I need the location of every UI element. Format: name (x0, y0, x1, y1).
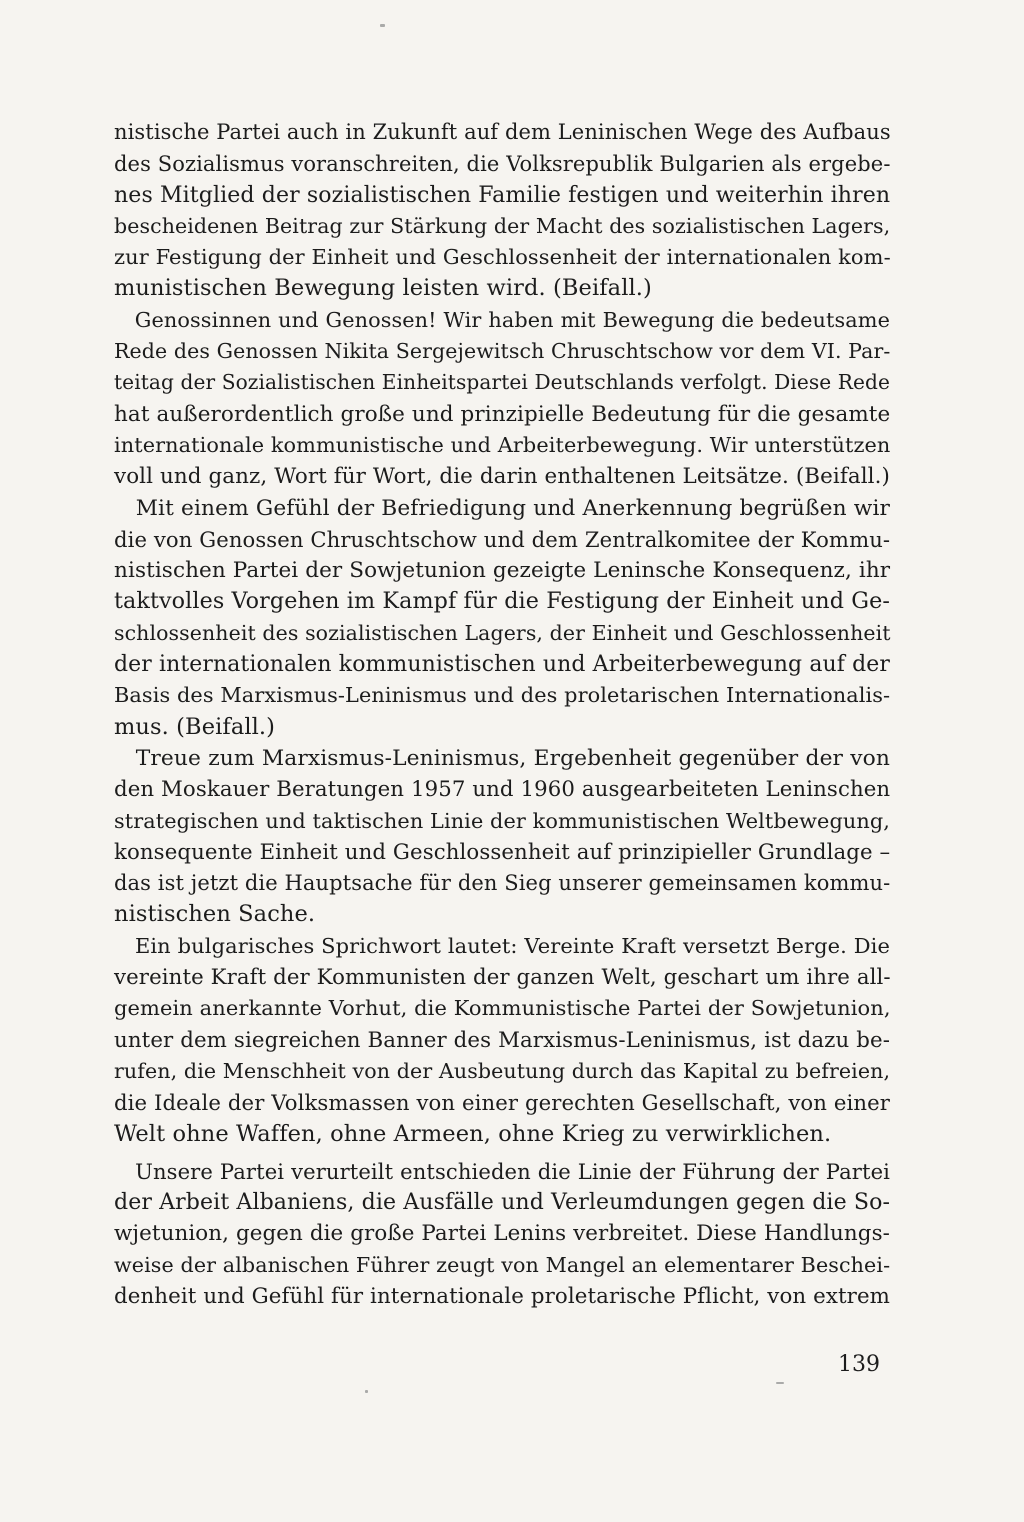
text-line: Welt ohne Waffen, ohne Armeen, ohne Krieg zu verwirklichen. (114, 1120, 832, 1147)
scan-speck-top (380, 24, 385, 27)
text-line: Genossinnen und Genossen! Wir haben mit Bewegung die bedeutsame (134, 307, 890, 332)
paragraph (114, 305, 890, 493)
paragraph (114, 1156, 890, 1312)
text-line: wjetunion, gegen die große Partei Lenins verbreitet. Diese Handlungs- (114, 1221, 890, 1247)
text-line: nistischen Sache. (114, 901, 316, 928)
text-line: nistische Partei auch in Zukunft auf dem Leninischen Wege des Aufbaus (114, 120, 891, 144)
text-line: Unsere Partei verurteilt entschieden die Linie der Führung der Partei (135, 1158, 890, 1184)
text-line: Ein bulgarisches Sprichwort lautet: Vereinte Kraft versetzt Berge. Die (134, 933, 890, 958)
text-line: der internationalen kommunistischen und Arbeiterbewegung auf der (114, 652, 890, 678)
text-line: Mit einem Gefühl der Befriedigung und Anerkennung begrüßen wir (135, 495, 890, 521)
text-line: weise der albanischen Führer zeugt von Mangel an elementarer Beschei- (114, 1252, 891, 1277)
text-line: denheit und Gefühl für internationale proletarische Pflicht, von extrem (114, 1283, 890, 1309)
text-line: mus. (Beifall.) (114, 713, 276, 740)
text-line: bescheidenen Beitrag zur Stärkung der Macht des sozialistischen Lagers, (114, 213, 891, 238)
text-line: Treue zum Marxismus-Leninismus, Ergebenheit gegenüber der von (135, 745, 890, 771)
paragraph (114, 493, 890, 743)
paragraph (114, 743, 890, 931)
scan-speck-bottom-left (365, 1390, 368, 1393)
text-line: hat außerordentlich große und prinzipielle Bedeutung für die gesamte (114, 401, 891, 427)
text-line: rufen, die Menschheit von der Ausbeutung durch das Kapital zu befreien, (114, 1058, 891, 1083)
text-line: zur Festigung der Einheit und Geschlossenheit der internationalen kom- (114, 245, 891, 270)
text-line: die Ideale der Volksmassen von einer gerechten Gesellschaft, von einer (114, 1090, 890, 1116)
scan-speck-bottom-right (776, 1382, 784, 1384)
text-line: Rede des Genossen Nikita Sergejewitsch Chruschtschow vor dem VI. Par- (114, 339, 891, 364)
text-line: das ist jetzt die Hauptsache für den Sieg unserer gemeinsamen kommu- (114, 871, 891, 896)
page-number: 139 (838, 1352, 880, 1377)
text-line: nes Mitglied der sozialistischen Familie festigen und weiterhin ihren (114, 182, 891, 208)
text-line: nistischen Partei der Sowjetunion gezeigte Leninsche Konsequenz, ihr (114, 558, 891, 584)
text-line: internationale kommunistische und Arbeiterbewegung. Wir unterstützen (114, 432, 891, 457)
text-line: teitag der Sozialistischen Einheitspartei Deutschlands verfolgt. Diese Rede (114, 370, 891, 395)
text-line: voll und ganz, Wort für Wort, die darin enthaltenen Leitsätze. (Beifall.) (114, 464, 890, 490)
text-line: konsequente Einheit und Geschlossenheit auf prinzipieller Grundlage – (114, 839, 891, 865)
text-line: den Moskauer Beratungen 1957 und 1960 ausgearbeiteten Leninschen (114, 777, 891, 803)
text-line: gemein anerkannte Vorhut, die Kommunistische Partei der Sowjetunion, (114, 996, 891, 1021)
text-line: strategischen und taktischen Linie der kommunistischen Weltbewegung, (114, 808, 890, 833)
text-line: munistischen Bewegung leisten wird. (Beifall.) (114, 275, 652, 302)
body-text (114, 117, 890, 1312)
text-line: unter dem siegreichen Banner des Marxismus-Leninismus, ist dazu be- (114, 1027, 890, 1053)
text-line: schlossenheit des sozialistischen Lagers, der Einheit und Geschlossenheit (114, 620, 891, 645)
text-line: taktvolles Vorgehen im Kampf für die Festigung der Einheit und Ge- (114, 588, 890, 615)
paragraph (114, 117, 890, 305)
paragraph (114, 931, 890, 1150)
text-line: des Sozialismus voranschreiten, die Volksrepublik Bulgarien als ergebe- (114, 151, 891, 177)
text-line: Basis des Marxismus-Leninismus und des proletarischen Internationalis- (114, 683, 891, 708)
text-line: vereinte Kraft der Kommunisten der ganzen Welt, geschart um ihre all- (114, 965, 891, 991)
text-line: der Arbeit Albaniens, die Ausfälle und Verleumdungen gegen die So- (114, 1190, 890, 1216)
text-line: die von Genossen Chruschtschow und dem Zentralkomitee der Kommu- (114, 526, 891, 552)
